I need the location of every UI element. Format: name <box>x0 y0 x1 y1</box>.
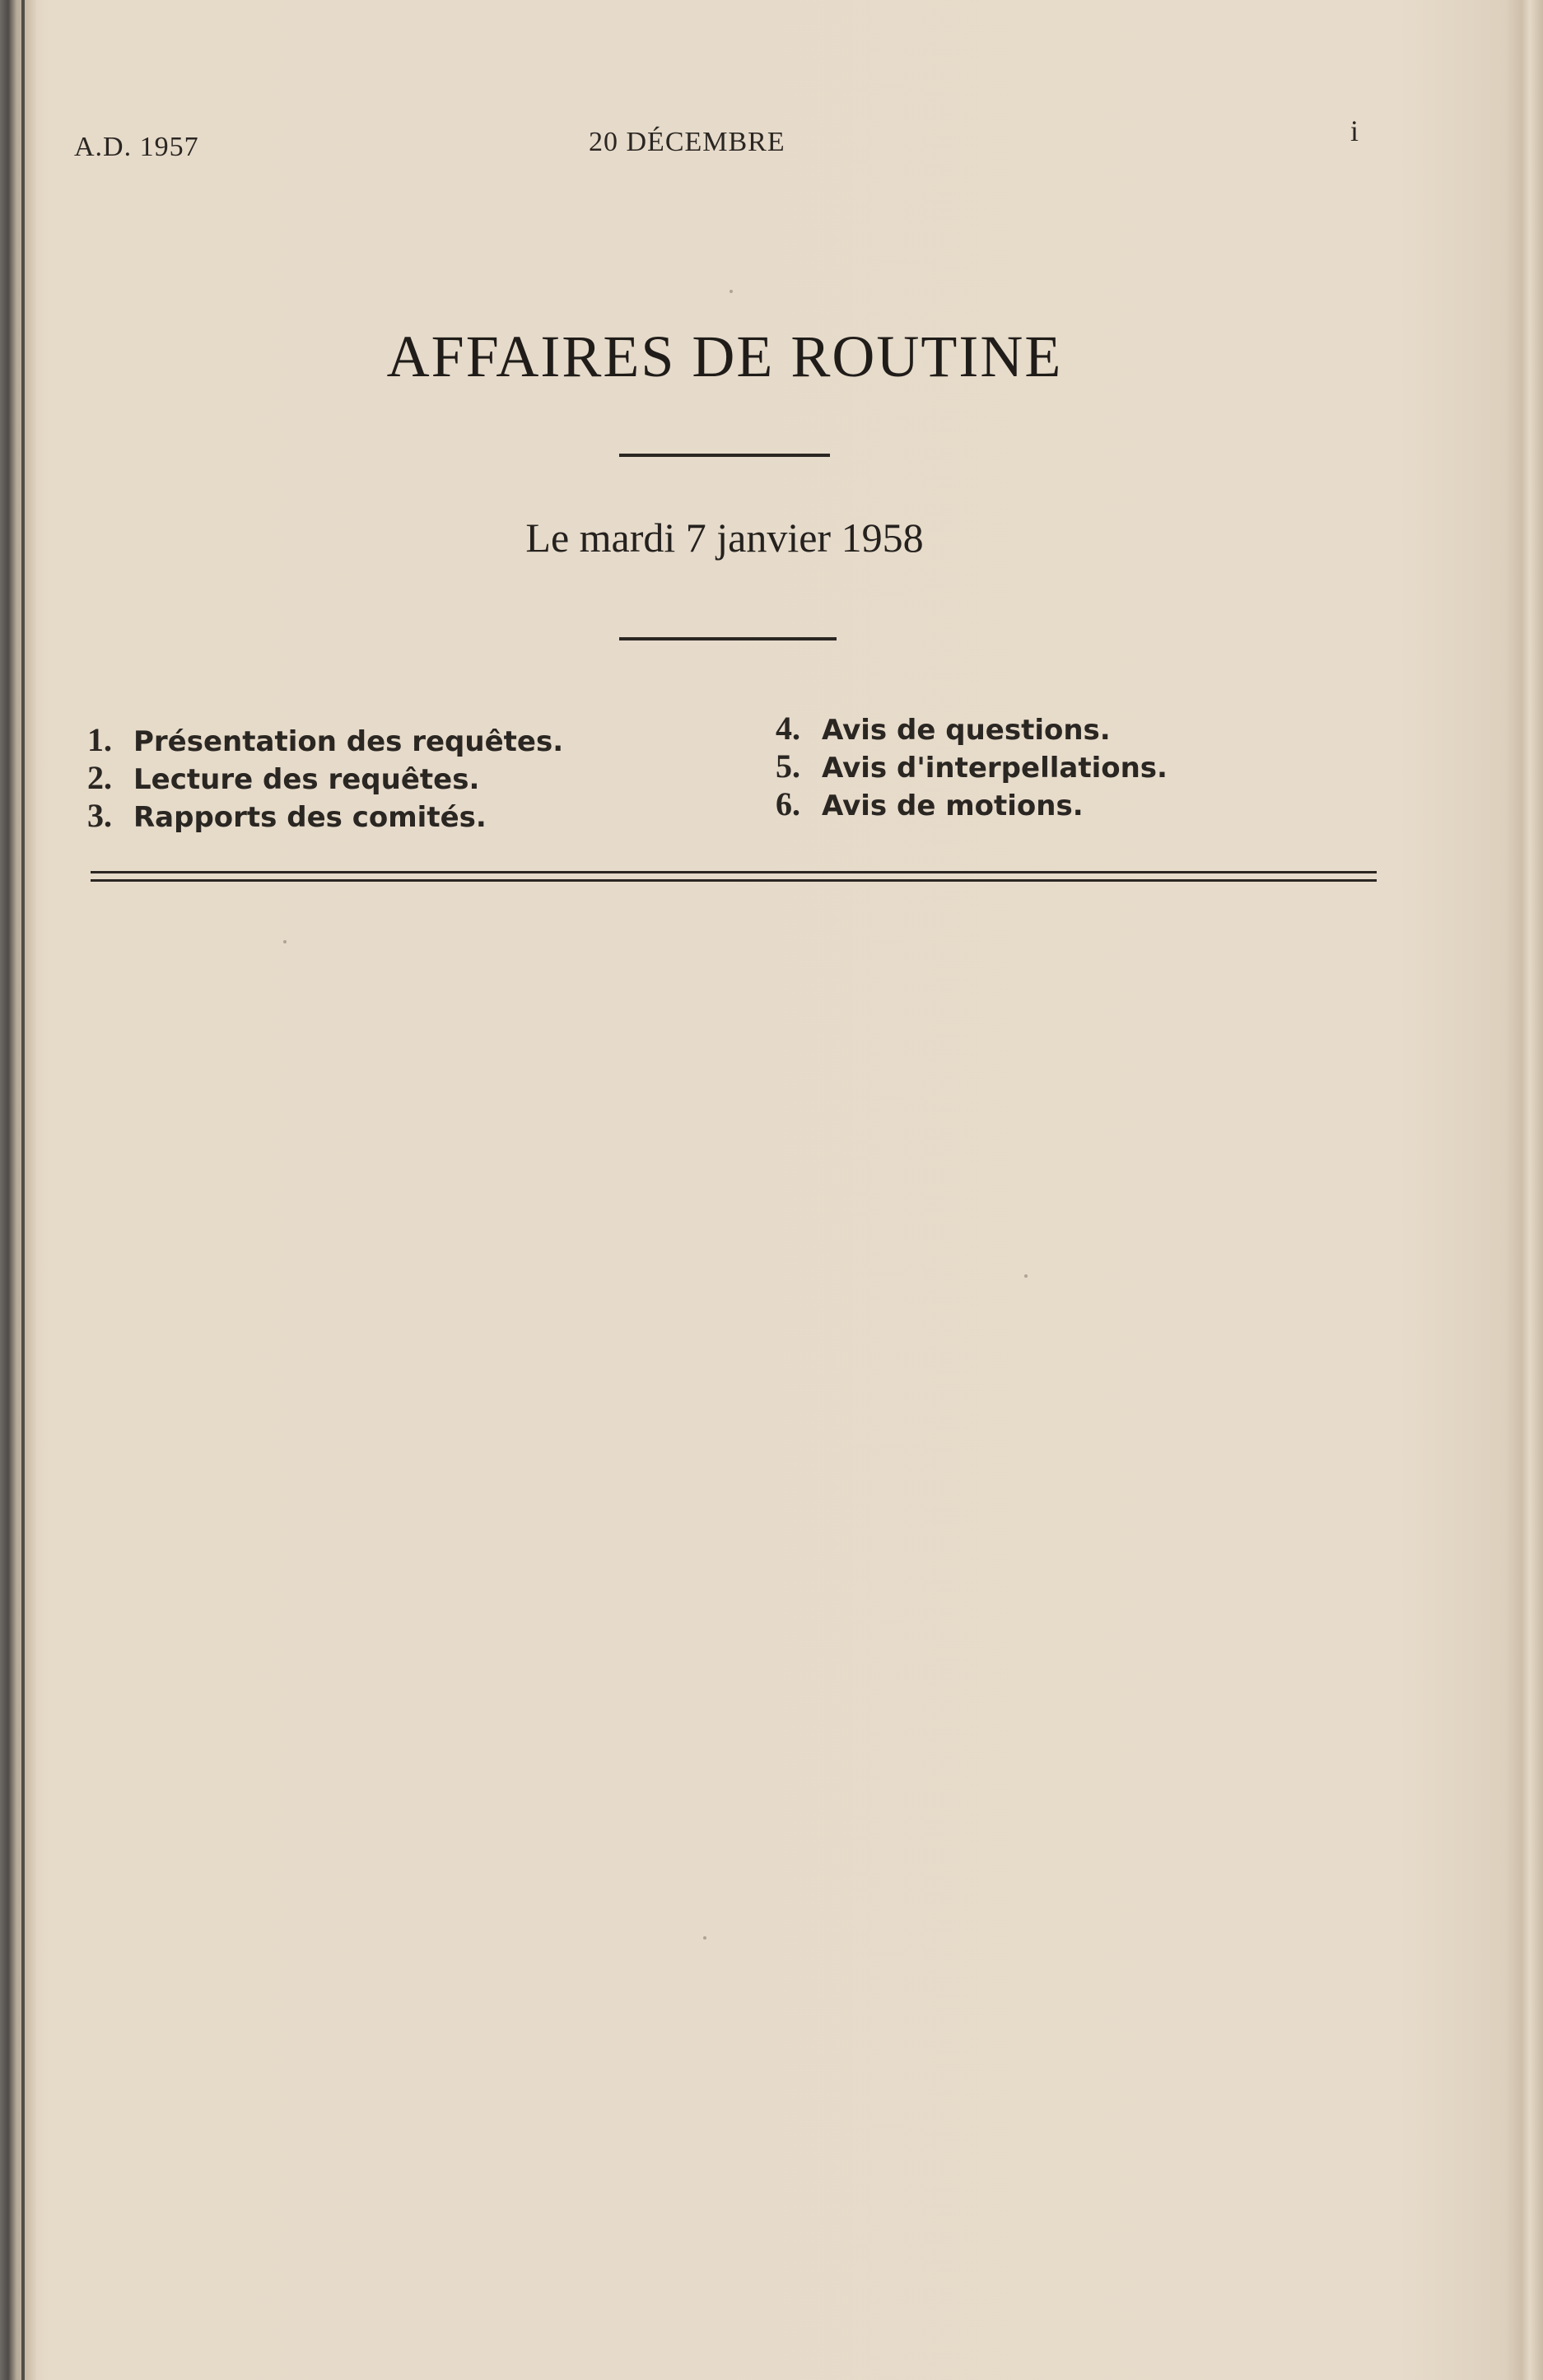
list-item <box>776 710 1168 748</box>
paper-speck <box>730 290 733 293</box>
list-item <box>87 759 563 797</box>
date-rule <box>619 637 837 640</box>
item-number: 3. <box>87 797 112 834</box>
list-item <box>776 748 1168 785</box>
item-number: 2. <box>87 759 112 796</box>
running-header-date: 20 DÉCEMBRE <box>589 127 785 157</box>
routine-items-left <box>87 721 563 835</box>
item-number: 1. <box>87 721 112 758</box>
item-number: 4. <box>776 710 800 747</box>
item-label: Lecture des requêtes. <box>133 763 480 796</box>
page-stack-edge <box>1505 0 1543 2380</box>
item-label: Présentation des requêtes. <box>133 725 564 758</box>
item-number: 6. <box>776 785 800 822</box>
section-divider-bottom <box>91 879 1377 882</box>
section-divider-top <box>91 871 1377 873</box>
list-item <box>87 797 563 835</box>
paper-speck <box>703 1936 706 1940</box>
running-header-year: A.D. 1957 <box>74 132 199 162</box>
list-item <box>87 721 563 759</box>
item-label: Avis de motions. <box>822 789 1084 822</box>
title-rule <box>619 454 830 457</box>
item-label: Avis de questions. <box>822 714 1111 747</box>
sitting-date: Le mardi 7 janvier 1958 <box>525 515 924 561</box>
item-label: Rapports des comités. <box>133 801 487 834</box>
paper-speck <box>283 940 287 943</box>
routine-items-right <box>776 710 1168 823</box>
item-label: Avis d'interpellations. <box>822 752 1168 785</box>
paper-speck <box>1024 1274 1028 1278</box>
list-item <box>776 785 1168 823</box>
page-title: AFFAIRES DE ROUTINE <box>386 324 1063 389</box>
page-number: i <box>1350 114 1359 147</box>
item-number: 5. <box>776 748 800 785</box>
